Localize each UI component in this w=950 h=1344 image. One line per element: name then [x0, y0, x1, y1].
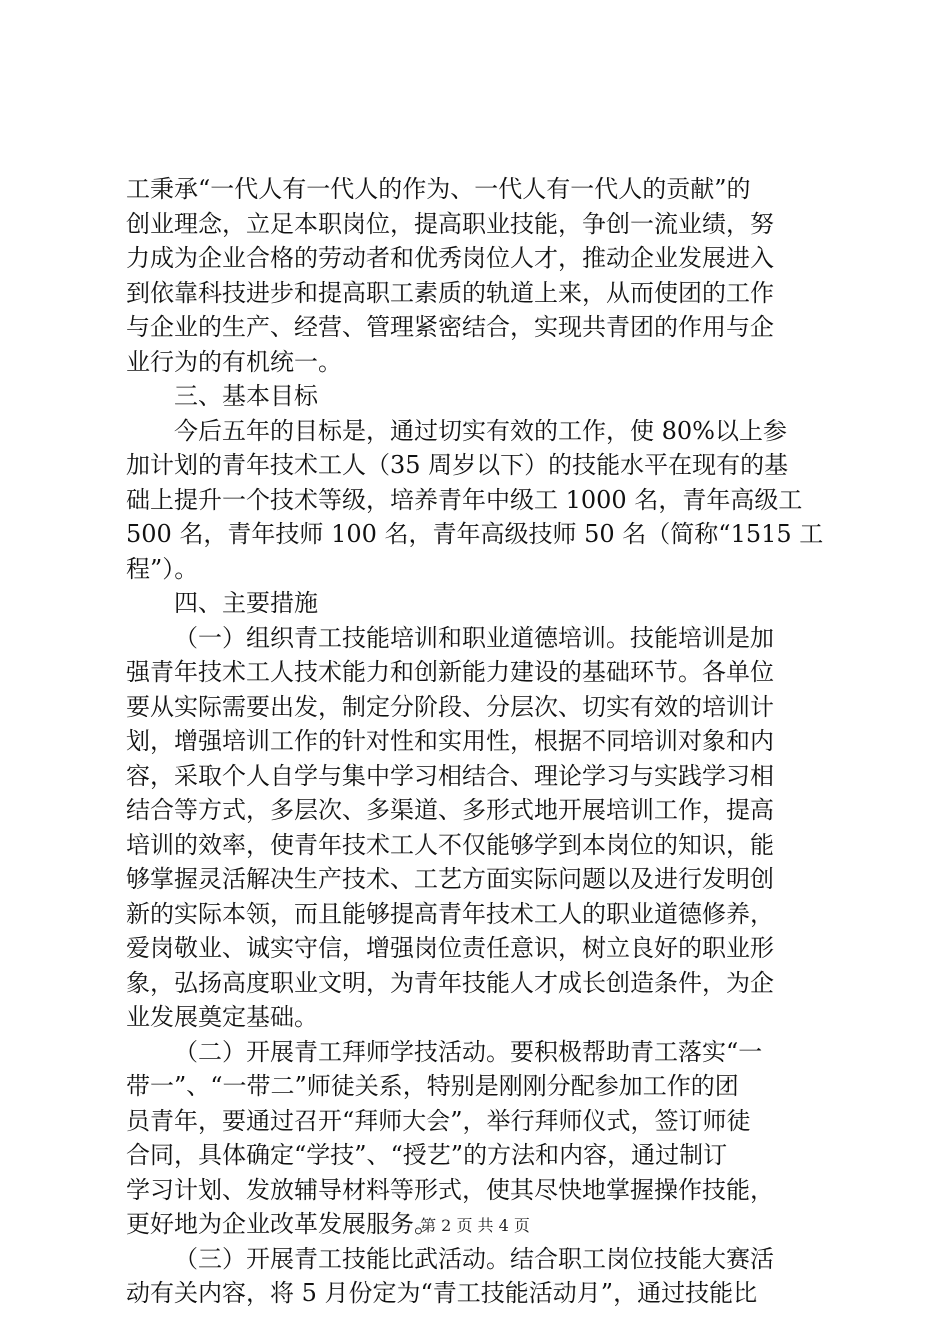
paragraph	[126, 379, 826, 414]
text-line: 力成为企业合格的劳动者和优秀岗位人才，推动企业发展进入	[126, 244, 774, 272]
document-body	[126, 172, 826, 1311]
text-line: 划，增强培训工作的针对性和实用性，根据不同培训对象和内	[126, 727, 774, 755]
text-line: 学习计划、发放辅导材料等形式，使其尽快地掌握操作技能，	[126, 1175, 774, 1204]
text-line: 新的实际本领，而且能够提高青年技术工人的职业道德修养，	[126, 899, 774, 928]
page-footer: 第 2 页 共 4 页	[420, 1216, 530, 1235]
text-line: 带一”、“一带二”师徒关系，特别是刚刚分配参加工作的团	[126, 1072, 739, 1100]
text-line: 四、主要措施	[174, 589, 318, 617]
text-line: （一）组织青工技能培训和职业道德培训。技能培训是加	[174, 623, 774, 652]
text-line: 与企业的生产、经营、管理紧密结合，实现共青团的作用与企	[126, 313, 774, 341]
text-line: 业发展奠定基础。	[126, 1003, 318, 1031]
text-line: 今后五年的目标是，通过切实有效的工作，使 80%以上参	[174, 416, 787, 445]
text-line: 爱岗敬业、诚实守信，增强岗位责任意识，树立良好的职业形	[126, 934, 774, 962]
text-line: 强青年技术工人技术能力和创新能力建设的基础环节。各单位	[126, 658, 774, 686]
text-line: 动有关内容，将 5 月份定为“青工技能活动月”，通过技能比	[126, 1279, 758, 1307]
text-line: （二）开展青工拜师学技活动。要积极帮助青工落实“一	[174, 1037, 763, 1066]
text-line: 础上提升一个技术等级，培养青年中级工 1000 名，青年高级工	[126, 485, 803, 514]
paragraph	[126, 621, 826, 1035]
paragraph	[126, 414, 826, 587]
text-line: 合同，具体确定“学技”、“授艺”的方法和内容，通过制订	[126, 1141, 728, 1169]
text-line: 员青年，要通过召开“拜师大会”，举行拜师仪式，签订师徒	[126, 1106, 751, 1135]
text-line: 更好地为企业改革发展服务。	[126, 1210, 438, 1238]
paragraph	[126, 586, 826, 621]
text-line: 500 名，青年技师 100 名，青年高级技师 50 名（简称“1515 工	[126, 520, 824, 548]
paragraph	[126, 1035, 826, 1242]
text-line: 工秉承“一代人有一代人的作为、一代人有一代人的贡献”的	[126, 175, 751, 203]
text-line: 加计划的青年技术工人（35 周岁以下）的技能水平在现有的基	[126, 451, 789, 479]
text-line: 培训的效率，使青年技术工人不仅能够学到本岗位的知识，能	[126, 830, 774, 859]
text-line: 业行为的有机统一。	[126, 347, 342, 376]
text-line: 创业理念，立足本职岗位，提高职业技能，争创一流业绩，努	[126, 209, 774, 238]
text-line: 要从实际需要出发，制定分阶段、分层次、切实有效的培训计	[126, 692, 774, 721]
text-line: 结合等方式，多层次、多渠道、多形式地开展培训工作，提高	[126, 796, 774, 824]
paragraph	[126, 172, 826, 379]
text-line: （三）开展青工技能比武活动。结合职工岗位技能大赛活	[174, 1244, 774, 1273]
text-line: 三、基本目标	[174, 382, 318, 410]
text-line: 程”）。	[126, 554, 199, 583]
text-line: 到依靠科技进步和提高职工素质的轨道上来，从而使团的工作	[126, 278, 774, 307]
text-line: 容，采取个人自学与集中学习相结合、理论学习与实践学习相	[126, 761, 774, 790]
text-line: 够掌握灵活解决生产技术、工艺方面实际问题以及进行发明创	[126, 865, 774, 893]
paragraph	[126, 1242, 826, 1311]
text-line: 象，弘扬高度职业文明，为青年技能人才成长创造条件，为企	[126, 968, 774, 997]
